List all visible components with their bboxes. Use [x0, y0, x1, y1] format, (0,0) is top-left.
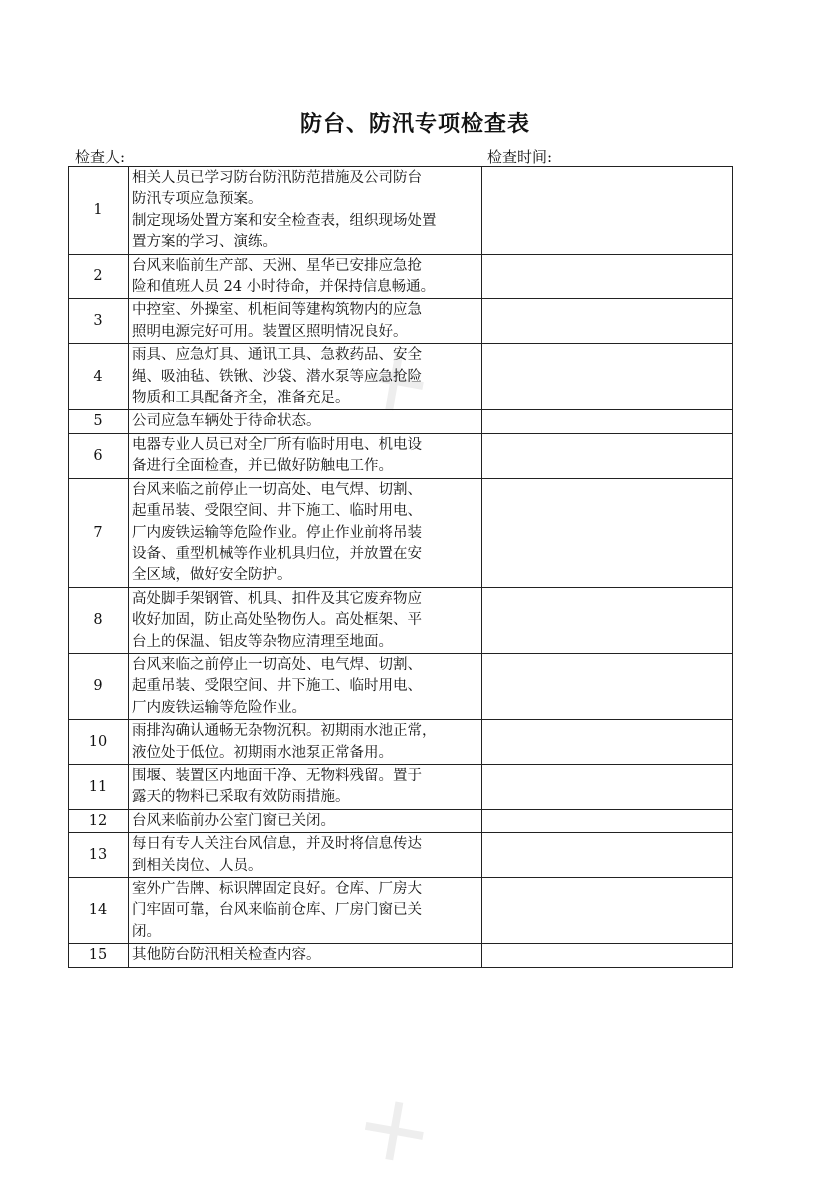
check-item-content [129, 433, 482, 478]
table-row [69, 433, 733, 478]
check-item-line: 备进行全面检查，并已做好防触电工作。 [132, 458, 393, 475]
checklist-table [68, 166, 733, 968]
check-result-cell[interactable] [482, 254, 733, 299]
check-item-line: 闭。 [132, 923, 161, 940]
check-item-content [129, 478, 482, 587]
row-number: 15 [69, 944, 129, 967]
check-item-line: 起重吊装、受限空间、井下施工、临时用电、 [132, 678, 422, 695]
check-item-line: 设备、重型机械等作业机具归位，并放置在安 [132, 545, 422, 562]
check-item-content [129, 410, 482, 433]
check-result-cell[interactable] [482, 410, 733, 433]
check-item-line: 围堰、装置区内地面干净、无物料残留。置于 [132, 767, 422, 784]
check-item-content [129, 299, 482, 344]
check-item-line: 险和值班人员 24 小时待命，并保持信息畅通。 [132, 279, 436, 296]
row-number: 11 [69, 764, 129, 809]
check-item-line: 制定现场处置方案和安全检查表，组织现场处置 [132, 212, 437, 229]
watermark-graphic-1: ✕ [341, 313, 466, 440]
check-item-line: 每日有专人关注台风信息，并及时将信息传达 [132, 836, 422, 853]
check-result-cell[interactable] [482, 478, 733, 587]
row-number: 10 [69, 720, 129, 765]
check-item-content [129, 878, 482, 944]
check-item-line: 全区域，做好安全防护。 [132, 567, 292, 584]
check-item-line: 台风来临之前停止一切高处、电气焊、切割、 [132, 656, 422, 673]
check-item-line: 公司应急车辆处于待命状态。 [132, 413, 321, 430]
checklist-body [69, 167, 733, 968]
check-result-cell[interactable] [482, 299, 733, 344]
row-number: 2 [69, 254, 129, 299]
inspector-label: 检查人: [75, 148, 126, 166]
check-result-cell[interactable] [482, 167, 733, 255]
check-item-content [129, 653, 482, 719]
row-number: 12 [69, 809, 129, 832]
row-number: 1 [69, 167, 129, 255]
check-result-cell[interactable] [482, 344, 733, 410]
table-row [69, 587, 733, 653]
check-item-line: 雨排沟确认通畅无杂物沉积。初期雨水池正常， [132, 723, 437, 740]
check-item-line: 露天的物料已采取有效防雨措施。 [132, 789, 350, 806]
check-item-line: 室外广告牌、标识牌固定良好。仓库、厂房大 [132, 881, 422, 897]
check-item-line: 液位处于低位。初期雨水池泵正常备用。 [132, 744, 393, 761]
row-number: 4 [69, 344, 129, 410]
check-item-line: 物质和工具配备齐全，准备充足。 [132, 390, 350, 407]
table-row [69, 653, 733, 719]
check-item-line: 厂内废铁运输等危险作业。停止作业前将吊装 [132, 524, 422, 541]
check-item-line: 台风来临前办公室门窗已关闭。 [132, 812, 335, 829]
check-item-content [129, 944, 482, 967]
check-item-line: 中控室、外操室、机柜间等建构筑物内的应急 [132, 302, 422, 319]
check-item-line: 防汛专项应急预案。 [132, 191, 263, 208]
check-result-cell[interactable] [482, 878, 733, 944]
row-number: 13 [69, 833, 129, 878]
table-row [69, 720, 733, 765]
check-item-content [129, 833, 482, 878]
check-item-line: 高处脚手架钢管、机具、扣件及其它废弃物应 [132, 590, 422, 607]
check-item-content [129, 587, 482, 653]
row-number: 8 [69, 587, 129, 653]
table-row [69, 833, 733, 878]
table-row [69, 878, 733, 944]
check-item-line: 起重吊装、受限空间、井下施工、临时用电、 [132, 503, 422, 520]
table-row [69, 167, 733, 255]
table-row [69, 299, 733, 344]
check-item-content [129, 809, 482, 832]
check-result-cell[interactable] [482, 809, 733, 832]
check-item-line: 到相关岗位、人员。 [132, 857, 263, 874]
check-result-cell[interactable] [482, 833, 733, 878]
table-row [69, 944, 733, 967]
row-number: 9 [69, 653, 129, 719]
check-item-line: 电器专业人员已对全厂所有临时用电、机电设 [132, 436, 422, 453]
row-number: 7 [69, 478, 129, 587]
table-row [69, 410, 733, 433]
row-number: 5 [69, 410, 129, 433]
check-result-cell[interactable] [482, 587, 733, 653]
check-item-line: 置方案的学习、演练。 [132, 234, 277, 251]
check-result-cell[interactable] [482, 764, 733, 809]
table-row [69, 764, 733, 809]
check-item-line: 收好加固，防止高处坠物伤人。高处框架、平 [132, 612, 422, 629]
check-result-cell[interactable] [482, 720, 733, 765]
check-result-cell[interactable] [482, 944, 733, 967]
check-item-content [129, 344, 482, 410]
inspection-time-label: 检查时间: [487, 148, 553, 166]
check-item-content [129, 764, 482, 809]
table-row [69, 478, 733, 587]
check-item-line: 绳、吸油毡、铁锹、沙袋、潜水泵等应急抢险 [132, 368, 422, 385]
check-item-line: 台风来临之前停止一切高处、电气焊、切割、 [132, 481, 422, 498]
check-item-line: 门牢固可靠，台风来临前仓库、厂房门窗已关 [132, 902, 422, 919]
check-item-line: 厂内废铁运输等危险作业。 [132, 699, 306, 716]
table-row [69, 344, 733, 410]
check-item-line: 相关人员已学习防台防汛防范措施及公司防台 [132, 170, 422, 186]
check-item-content [129, 254, 482, 299]
check-item-line: 雨具、应急灯具、通讯工具、急救药品、安全 [132, 347, 422, 364]
check-result-cell[interactable] [482, 433, 733, 478]
check-result-cell[interactable] [482, 653, 733, 719]
check-item-line: 台风来临前生产部、天洲、星华已安排应急抢 [132, 257, 422, 274]
check-item-line: 其他防台防汛相关检查内容。 [132, 947, 321, 964]
page-title: 防台、防汛专项检查表 [299, 111, 530, 137]
check-item-content [129, 167, 482, 255]
check-item-line: 照明电源完好可用。装置区照明情况良好。 [132, 323, 408, 340]
table-row [69, 254, 733, 299]
watermark-graphic-2: ✕ [341, 1063, 466, 1190]
check-item-content [129, 720, 482, 765]
table-row [69, 809, 733, 832]
row-number: 6 [69, 433, 129, 478]
row-number: 3 [69, 299, 129, 344]
row-number: 14 [69, 878, 129, 944]
check-item-line: 台上的保温、铝皮等杂物应清理至地面。 [132, 633, 393, 650]
